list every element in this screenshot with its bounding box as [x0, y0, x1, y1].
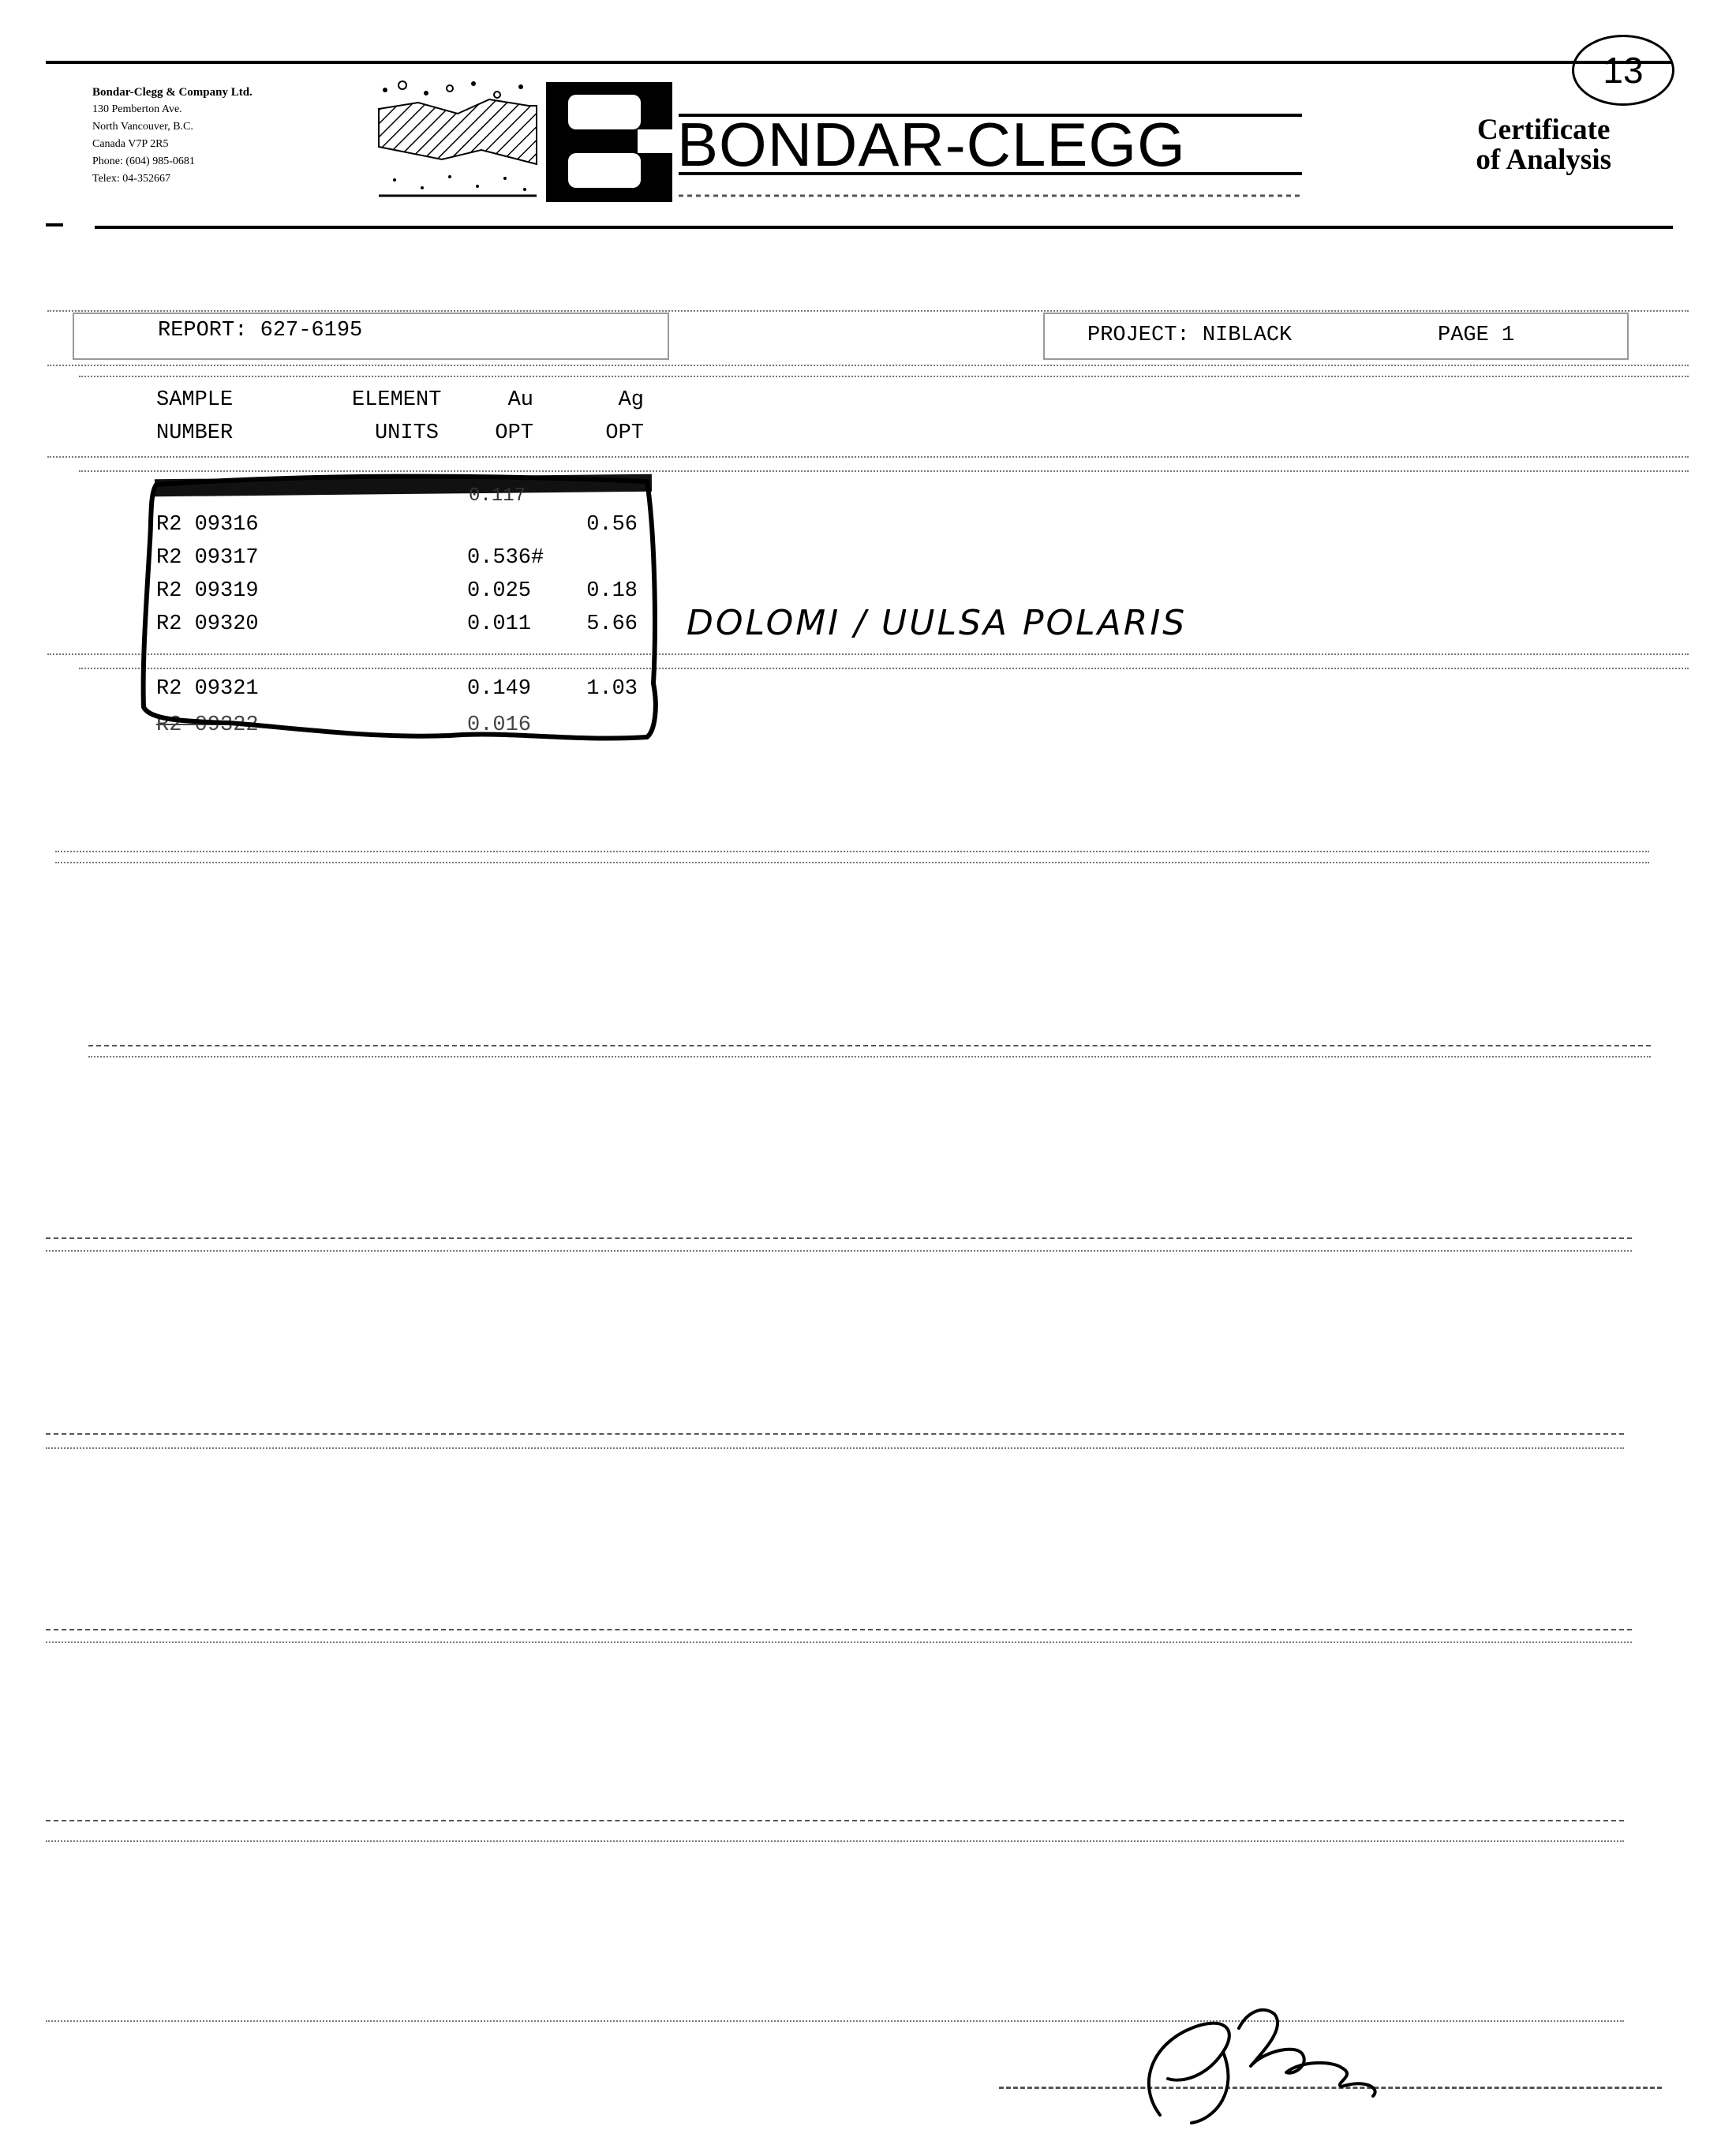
au-value: 0.025	[467, 579, 532, 603]
header-element-2: UNITS	[374, 421, 439, 445]
header-left-tick	[46, 223, 63, 226]
divider	[47, 365, 1689, 366]
address-line: Telex: 04-352667	[92, 173, 170, 185]
au-value: 0.016	[467, 713, 532, 737]
sample-id: R2 09321	[156, 677, 259, 701]
divider	[46, 1820, 1624, 1821]
signature	[1105, 1997, 1420, 2130]
divider	[46, 1840, 1624, 1842]
handwritten-note: DOLOMI / UULSA POLARIS	[687, 603, 1188, 643]
title-line: of Analysis	[1476, 144, 1611, 176]
header-element-1: ELEMENT	[352, 388, 442, 412]
header-sample-1: SAMPLE	[156, 388, 234, 412]
company-address	[92, 84, 253, 188]
strata-graphic	[379, 81, 537, 196]
header-top-rule	[46, 61, 1671, 64]
divider	[46, 1433, 1624, 1435]
header-ag-1: Ag	[618, 388, 644, 412]
sample-id: R2 09320	[156, 612, 259, 636]
sample-id: R2 09316	[156, 513, 259, 537]
ag-value: 0.56	[586, 513, 638, 537]
title-line: Certificate	[1476, 114, 1611, 146]
redacted-au-value: 0.117	[469, 485, 526, 507]
brand-mark-icon	[546, 82, 672, 202]
divider	[46, 1629, 1632, 1630]
report-number: 627-6195	[260, 319, 363, 343]
address-line: Canada V7P 2R5	[92, 138, 169, 150]
header-element	[352, 384, 442, 450]
ag-value: 0.18	[586, 579, 638, 603]
brand-wordmark: BONDAR-CLEGG	[677, 110, 1186, 179]
divider	[79, 376, 1689, 377]
header-au-2: OPT	[495, 421, 533, 445]
page-mark: 13	[1572, 35, 1674, 106]
header-sample-2: NUMBER	[156, 421, 234, 445]
sample-id: R2 09319	[156, 579, 259, 603]
au-value: 0.149	[467, 677, 532, 701]
divider	[47, 456, 1689, 458]
address-line: Phone: (604) 985-0681	[92, 155, 195, 167]
divider	[55, 862, 1649, 863]
handdrawn-outline	[134, 470, 671, 754]
au-value: 0.536#	[467, 546, 544, 570]
address-line: 130 Pemberton Ave.	[92, 103, 182, 115]
divider	[88, 1045, 1651, 1046]
divider	[55, 851, 1649, 852]
report-number-label: REPORT:	[158, 319, 248, 343]
header-ag	[584, 384, 644, 450]
report-label	[158, 319, 362, 343]
page-info	[1438, 324, 1514, 347]
divider	[46, 1447, 1624, 1449]
project-name: NIBLACK	[1202, 324, 1293, 347]
divider	[88, 1056, 1651, 1058]
divider	[47, 310, 1689, 312]
header-bottom-rule	[95, 226, 1673, 229]
ag-value: 1.03	[586, 677, 638, 701]
sample-id: R2 09317	[156, 546, 259, 570]
au-value: 0.011	[467, 612, 532, 636]
document-title	[1476, 115, 1611, 175]
header-sample	[156, 384, 233, 450]
project-info	[1087, 324, 1292, 347]
ag-value: 5.66	[586, 612, 638, 636]
project-label: PROJECT:	[1087, 324, 1190, 347]
divider	[46, 1250, 1632, 1252]
sample-id: R2 09322	[156, 713, 259, 737]
page-label: PAGE	[1438, 324, 1489, 347]
page-number: 1	[1502, 324, 1515, 347]
divider	[46, 1641, 1632, 1643]
header-au	[473, 384, 533, 450]
divider	[46, 1237, 1632, 1239]
header-ag-2: OPT	[605, 421, 644, 445]
address-line: North Vancouver, B.C.	[92, 121, 193, 133]
header-au-1: Au	[507, 388, 533, 412]
company-name: Bondar-Clegg & Company Ltd.	[92, 86, 253, 99]
